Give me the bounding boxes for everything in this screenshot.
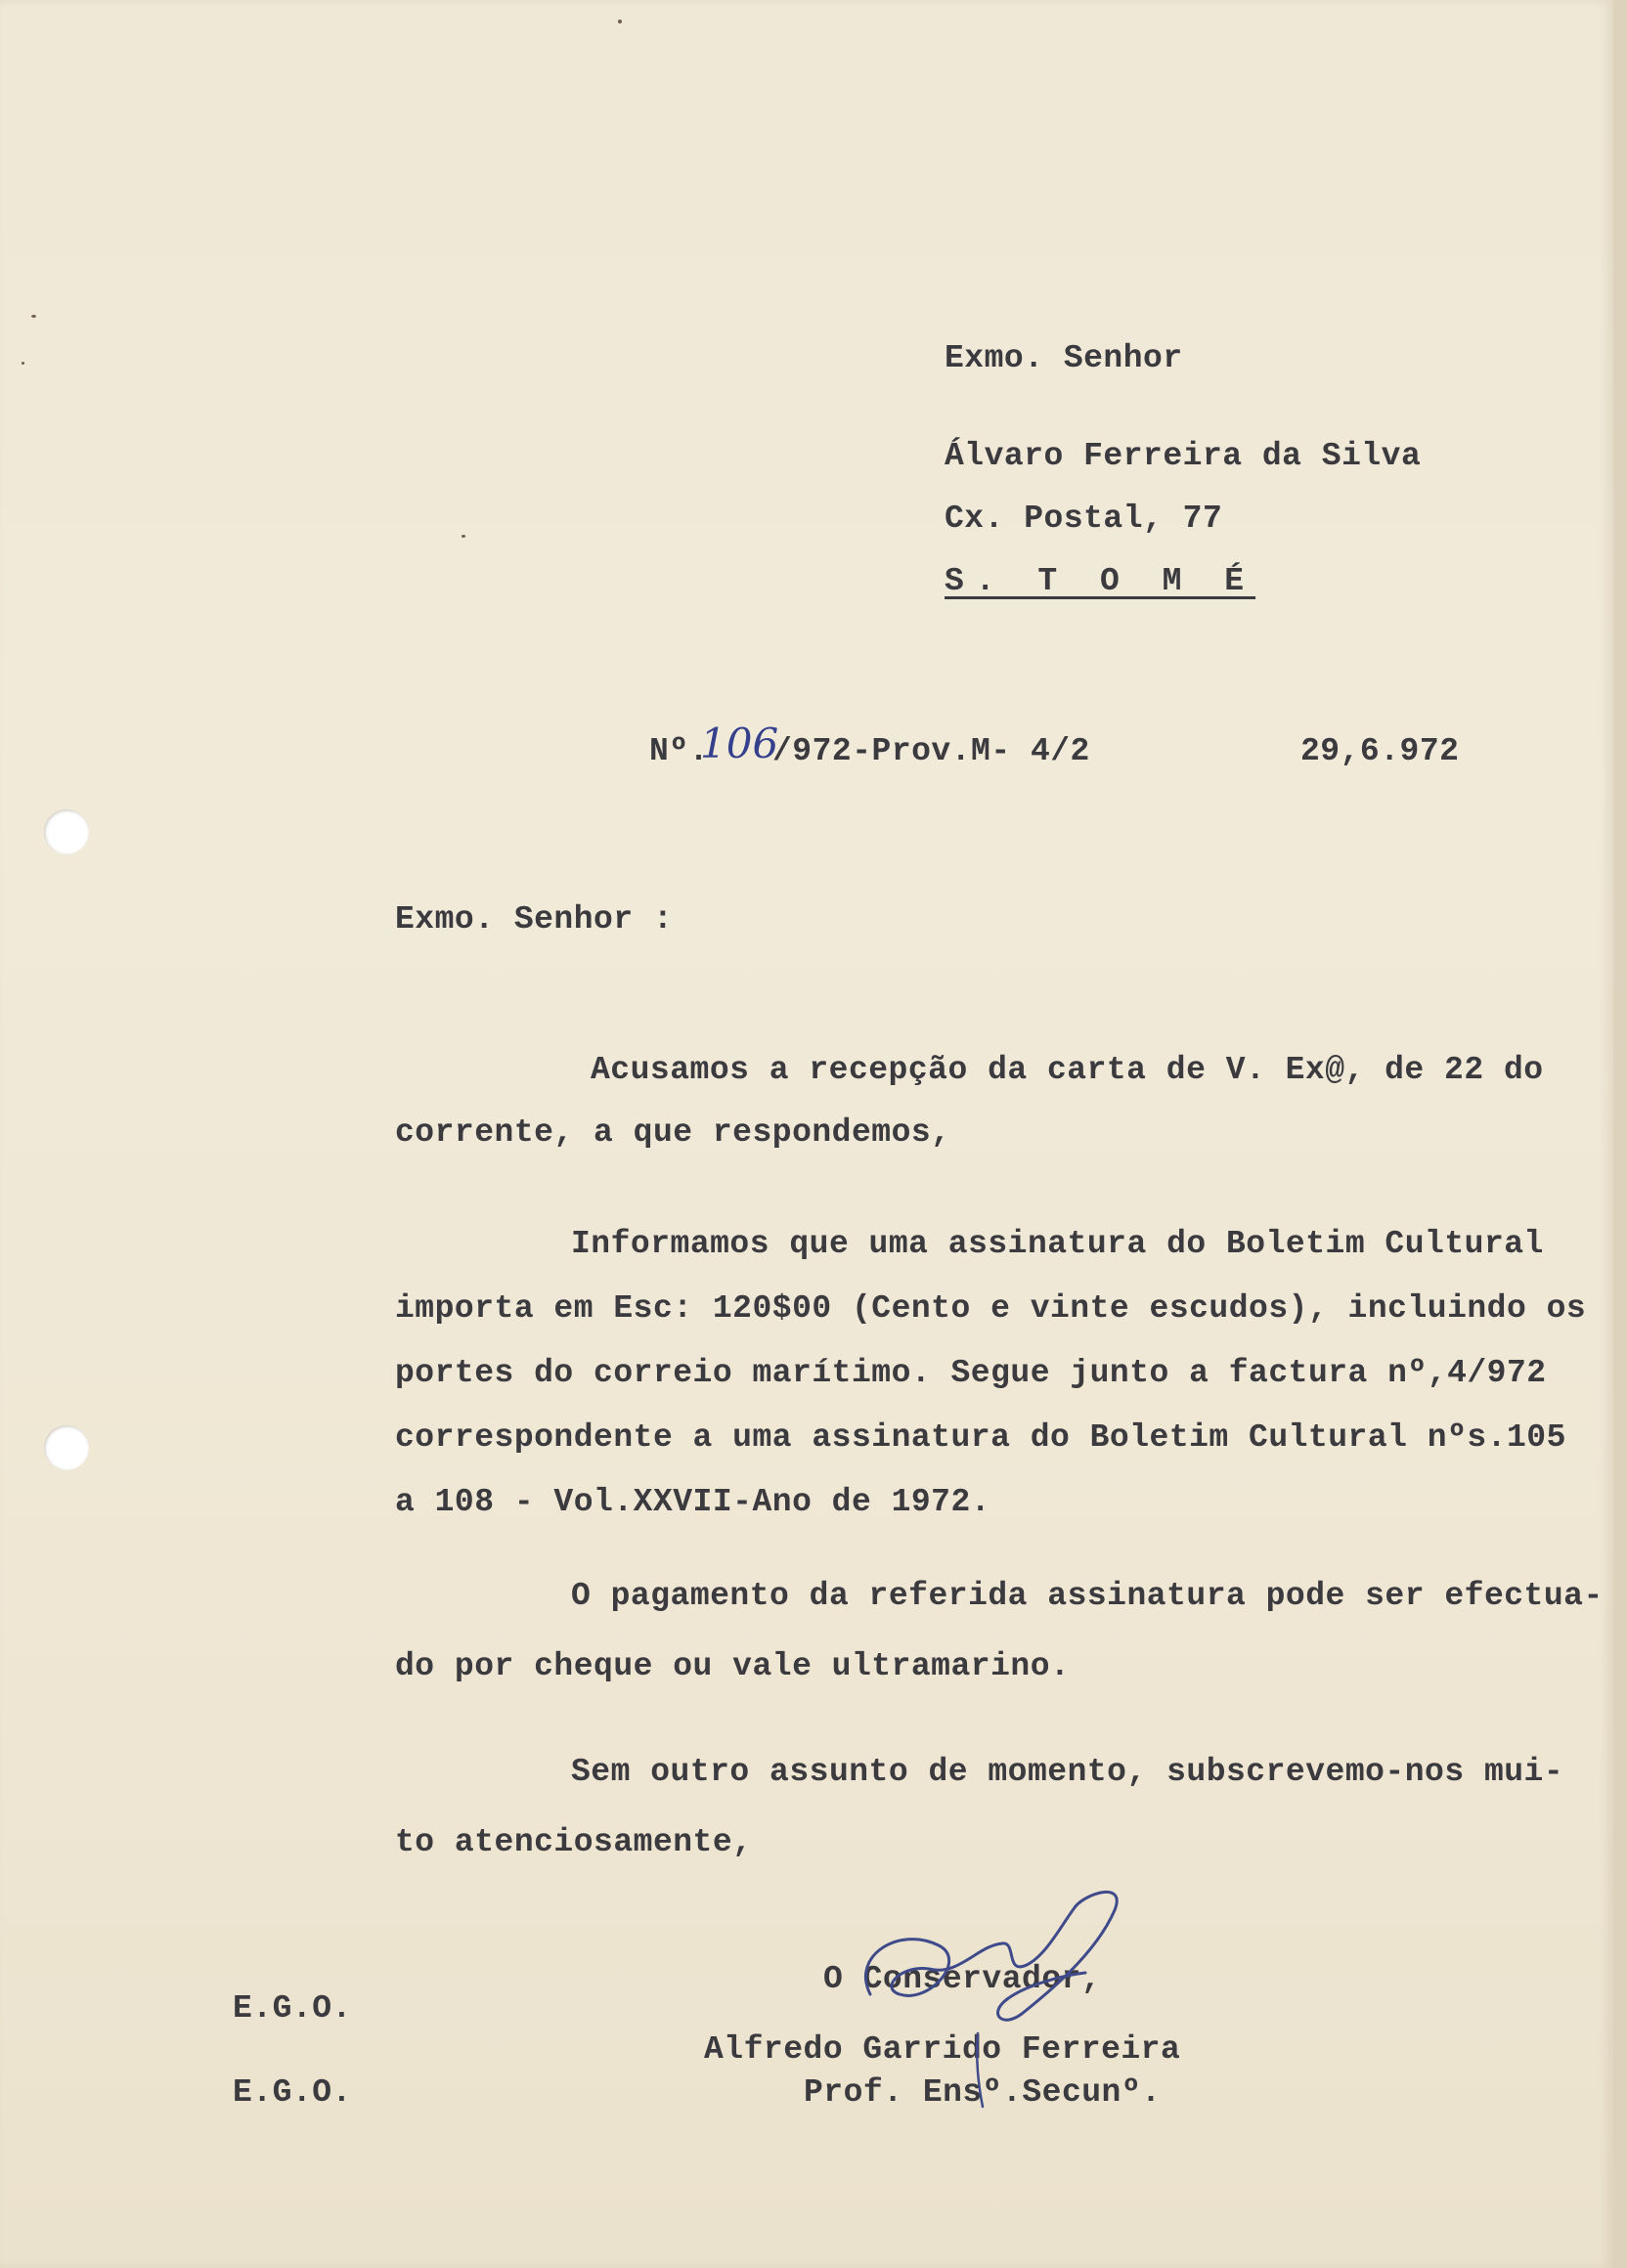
body-line: correspondente a uma assinatura do Boletim Cultural nºs.105 — [395, 1419, 1566, 1456]
ego-note-1: E.G.O. — [233, 1990, 352, 2027]
recipient-salutation: Exmo. Senhor — [945, 340, 1183, 376]
page-edge — [1613, 0, 1627, 2268]
letter-date: 29,6.972 — [1300, 733, 1460, 769]
signatory-credentials: Prof. Ensº.Secunº. — [804, 2074, 1162, 2111]
body-line: a 108 - Vol.XXVII-Ano de 1972. — [395, 1484, 991, 1520]
paper-speck — [618, 20, 622, 23]
body-line: O pagamento da referida assinatura pode ser efectua- — [571, 1578, 1604, 1614]
handwritten-reference-number: 106 — [700, 720, 779, 767]
reference-suffix: /972-Prov.M- 4/2 — [772, 733, 1090, 769]
greeting: Exmo. Senhor : — [395, 901, 674, 938]
body-line: to atenciosamente, — [395, 1824, 753, 1860]
recipient-name: Álvaro Ferreira da Silva — [945, 438, 1422, 474]
paper-speck — [31, 315, 36, 318]
body-line: Sem outro assunto de momento, subscrevemo-nos mui- — [571, 1754, 1564, 1790]
body-line: corrente, a que respondemos, — [395, 1114, 951, 1151]
paper-speck — [462, 535, 465, 538]
paper-speck — [22, 362, 24, 365]
body-line: portes do correio marítimo. Segue junto a factura nº,4/972 — [395, 1355, 1547, 1391]
punch-hole-top — [44, 809, 89, 854]
reference-prefix: Nº. — [649, 733, 709, 769]
body-line: Acusamos a recepção da carta de V. Ex@, de 22 do — [591, 1052, 1544, 1088]
body-line: importa em Esc: 120$00 (Cento e vinte escudos), incluindo os — [395, 1290, 1587, 1327]
ego-note-2: E.G.O. — [233, 2074, 352, 2111]
recipient-city: S. T O M É — [945, 563, 1256, 599]
closing-title: O Conservador, — [823, 1961, 1102, 1997]
signatory-name: Alfredo Garrido Ferreira — [704, 2031, 1181, 2068]
body-line: do por cheque ou vale ultramarino. — [395, 1648, 1071, 1684]
body-line: Informamos que uma assinatura do Boletim Cultural — [571, 1226, 1544, 1262]
punch-hole-bottom — [44, 1425, 89, 1470]
handwritten-signature — [831, 1887, 1144, 2131]
recipient-address: Cx. Postal, 77 — [945, 501, 1223, 537]
